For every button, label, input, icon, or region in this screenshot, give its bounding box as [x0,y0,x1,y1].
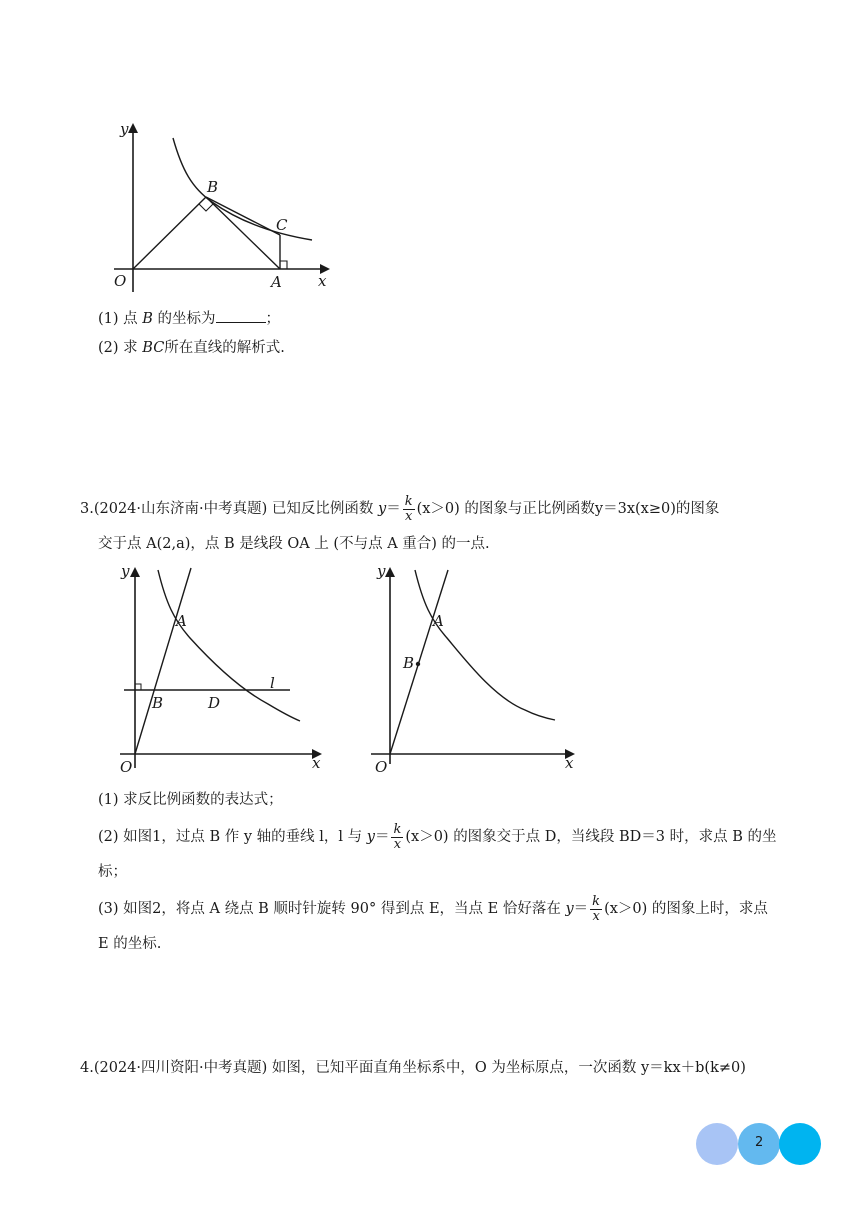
q3-stem-line2: 交于点 A(2,a)，点 B 是线段 OA 上 (不与点 A 重合) 的一点. [98,536,490,552]
q3-part2-line2: 标； [98,864,127,880]
q2-part2: (2) 求 BC所在直线的解析式. [98,340,285,356]
label-C: C [276,216,288,234]
y-axis-arrow [385,567,395,577]
answer-blank[interactable] [216,308,266,323]
fraction-k-over-x: $\frac{k}{x}$ [592,893,601,924]
label-x: x [565,754,574,772]
q2-part1: (1) 点 B 的坐标为 ； [98,308,280,329]
point-B [416,662,420,666]
label-O: O [375,758,388,776]
label-A: A [176,612,187,630]
q3-part2-line1: (2) 如图1，过点 B 作 y 轴的垂线 l，l 与 y＝ $\frac{k}{x}$ (x＞0) 的图象交于点 D，当线段 BD＝3 时，求点 B 的坐 [98,821,777,852]
q3-stem-line1: 3.(2024·山东济南·中考真题) 已知反比例函数 y＝ $\frac{k}{x}$ (x＞0) 的图象与正比例函数y＝3x(x≥0)的图象 [80,493,720,524]
label-B: B [152,694,164,712]
label-B: B [207,178,219,196]
label-O: O [120,758,133,776]
q3-part3-line2: E 的坐标. [98,936,162,952]
q3-part3-line1: (3) 如图2，将点 A 绕点 B 顺时针旋转 90° 得到点 E，当点 E 恰好落在 y＝ $\frac{k}{x}$ (x＞0) 的图象上时，求点 [98,893,768,924]
label-x: x [312,754,321,772]
segment-BA [206,197,280,269]
right-angle-A [280,261,287,269]
figure-q3-1 [108,558,328,778]
label-A: A [271,273,282,291]
line-y-3x [390,570,448,754]
footer-circle-left [696,1123,738,1165]
figure-q2 [100,110,350,300]
label-D: D [208,694,221,712]
footer-circle-right [779,1123,821,1165]
fraction-k-over-x: $\frac{k}{x}$ [404,493,413,524]
hyperbola-curve [415,570,555,720]
label-y: y [121,562,130,580]
y-axis-arrow [130,567,140,577]
right-angle-mark [135,684,141,690]
label-A: A [433,612,444,630]
y-axis-arrow [128,123,138,133]
segment-BC [206,197,280,235]
page-number: 2 [755,1135,764,1150]
label-l: l [270,674,275,692]
label-x: x [318,272,327,290]
label-O: O [114,272,127,290]
hyperbola-curve [173,138,312,240]
q3-part1: (1) 求反比例函数的表达式； [98,792,283,808]
figure-q3-2 [365,558,585,778]
segment-OB [133,197,206,269]
q4-stem: 4.(2024·四川资阳·中考真题) 如图，已知平面直角坐标系中，O 为坐标原点，一次函数 y＝kx＋b(k≠0) [80,1060,746,1076]
fraction-k-over-x: $\frac{k}{x}$ [393,821,402,852]
label-B: B [403,654,415,672]
hyperbola-curve [158,570,300,721]
label-y: y [377,562,386,580]
line-y-3x [135,568,191,754]
label-y: y [120,120,129,138]
right-angle-B [199,204,213,211]
